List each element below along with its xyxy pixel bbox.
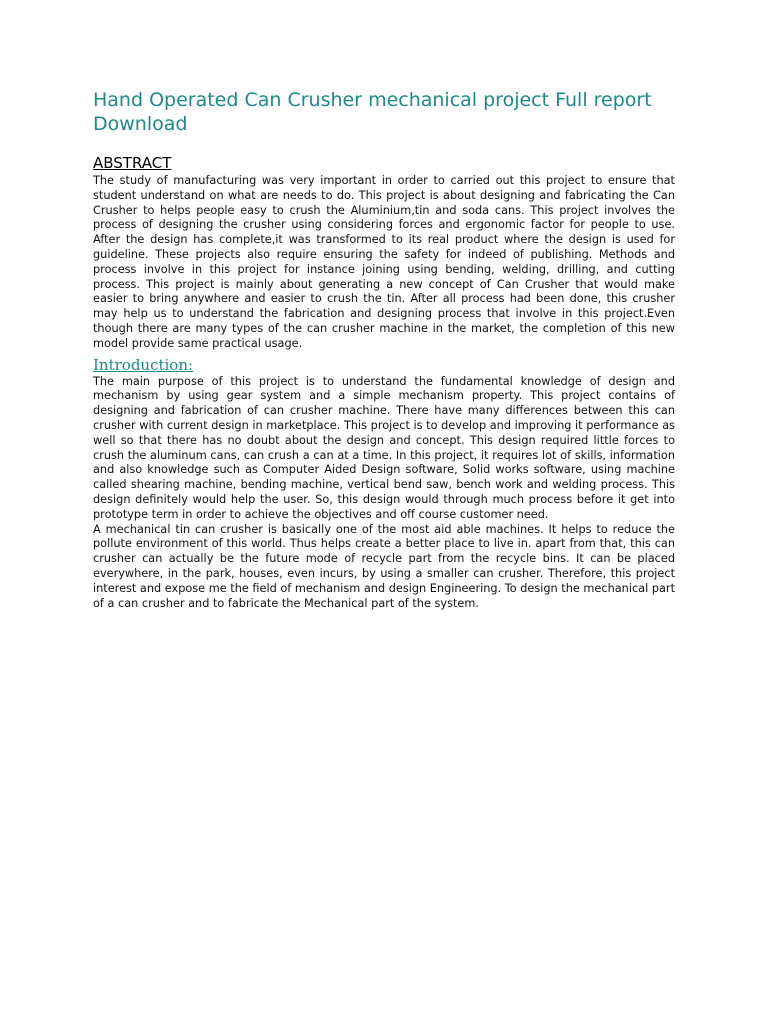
document-title: Hand Operated Can Crusher mechanical project Full report Download — [93, 89, 652, 135]
document-content — [93, 88, 675, 611]
introduction-heading: Introduction: — [93, 355, 194, 374]
abstract-heading: ABSTRACT — [93, 154, 172, 172]
introduction-paragraph-2: A mechanical tin can crusher is basically one of the most aid able machines. It helps to reduce the pollute environment of this world. Thus helps create a better place to live in. apart from that, this can crusher can actually be the future mode of recycle part from the recycle bins. It can be placed everywhere, in the park, houses, even incurs, by using a smaller can crusher. Therefore, this project interest and expose me the field of mechanism and design Engineering. To design the mechanical part of a can crusher and to fabricate the Mechanical part of the system. — [93, 522, 676, 610]
abstract-paragraph: The study of manufacturing was very important in order to carried out this project to ensure that student understand on what are needs to do. This project is about designing and fabricating the Can Crusher to helps people easy to crush the Aluminium,tin and soda cans. This project involves the process of designing the crusher using considering forces and ergonomic factor for people to use. After the design has complete,it was transformed to its real product where the design is used for guideline. These projects also require ensuring the safety for indeed of publishing. Methods and process involve in this project for instance joining using bending, welding, drilling, and cutting process. This project is mainly about generating a new concept of Can Crusher that would make easier to bring anywhere and easier to crush the tin. After all process had been done, this crusher may help us to understand the fabrication and designing process that involve in this project.Even though there are many types of the can crusher machine in the market, the completion of this new model provide same practical usage. — [93, 174, 675, 350]
introduction-paragraph-1: The main purpose of this project is to understand the fundamental knowledge of design and mechanism by using gear system and a simple mechanism property. This project contains of designing and fabrication of can crusher machine. There have many differences between this can crusher with current design in marketplace. This project is to develop and improving it performance as well so that there has no doubt about the design and concept. This design required little forces to crush the aluminum cans, can crush a can at a time. In this project, it requires lot of skills, information and also knowledge such as Computer Aided Design software, Solid works software, using machine called shearing machine, bending machine, vertical bend saw, bench work and welding process. This design definitely would help the user. So, this design would through much process before it get into prototype term in order to achieve the objectives and off course customer need. — [93, 374, 675, 521]
